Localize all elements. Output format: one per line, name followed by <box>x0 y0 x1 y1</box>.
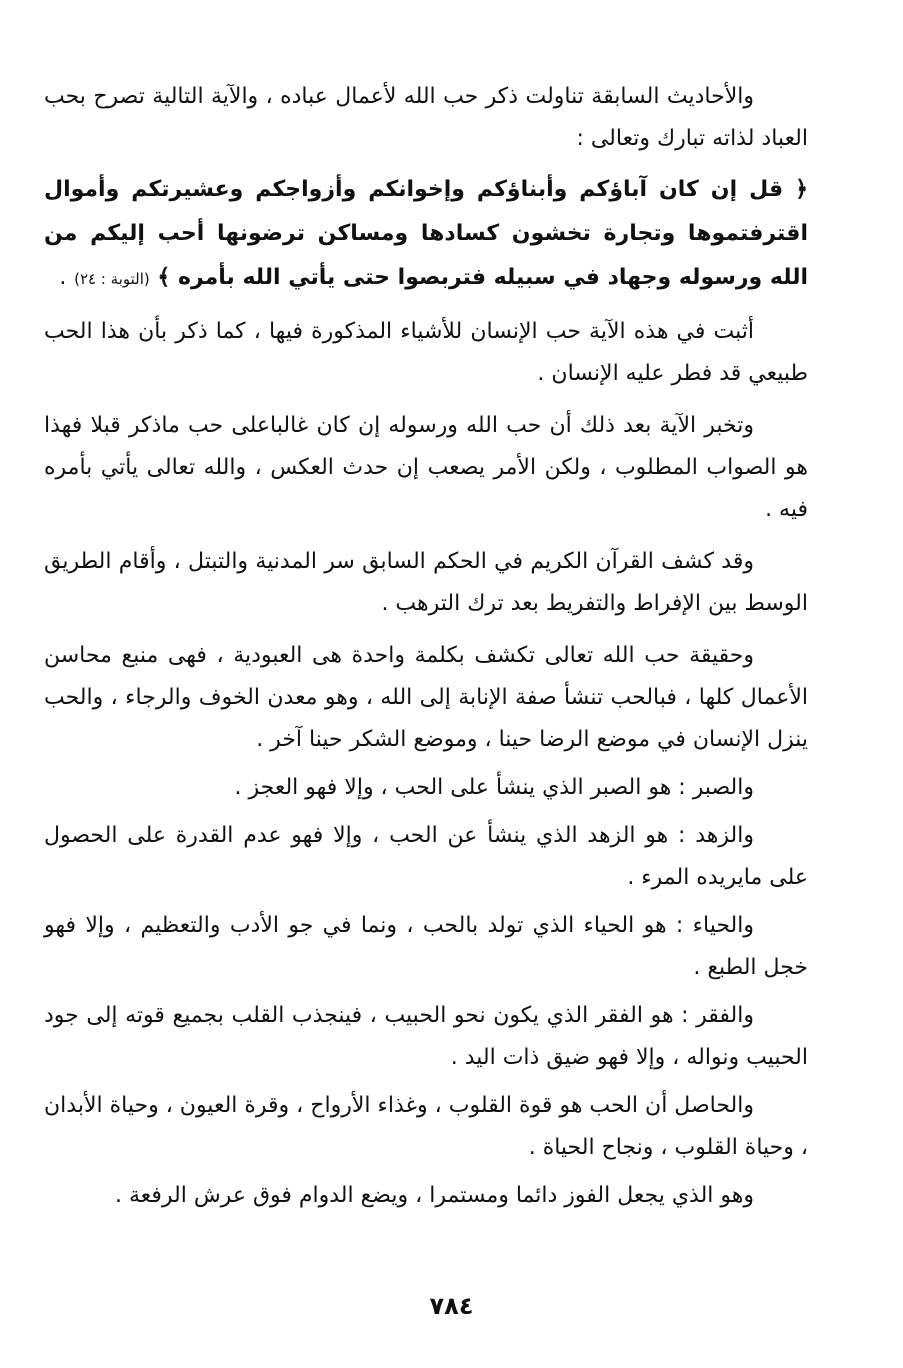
paragraph-4: وقد كشف القرآن الكريم في الحكم السابق سر المدنية والتبتل ، وأقام الطريق الوسط بين الإفراط والتفريط بعد ترك الترهب . <box>44 549 808 616</box>
quran-verse <box>44 168 808 301</box>
paragraph-1: والأحاديث السابقة تناولت ذكر حب الله لأعمال عباده ، والآية التالية تصرح بحب العباد لذاته تبارك وتعالى : <box>44 84 808 151</box>
paragraph-10: والحاصل أن الحب هو قوة القلوب ، وغذاء الأرواح ، وقرة العيون ، وحياة الأبدان ، وحياة القلوب ، ونجاح الحياة . <box>44 1093 808 1160</box>
verse-period: . <box>59 265 67 290</box>
page-number: ٧٨٤ <box>429 1292 474 1320</box>
verse-reference: (التوبة : ٢٤) <box>74 270 150 288</box>
paragraph-9: والفقر : هو الفقر الذي يكون نحو الحبيب ، فينجذب القلب بجميع قوته إلى جود الحبيب ونواله ، وإلا فهو ضيق ذات اليد . <box>44 1003 808 1070</box>
paragraph-3: وتخبر الآية بعد ذلك أن حب الله ورسوله إن كان غالباعلى حب ماذكر قبلا فهذا هو الصواب المطلوب ، ولكن الأمر يصعب إن حدث العكس ، والله تعالى يأتي بأمره فيه . <box>44 413 808 522</box>
verse-close-bracket: ﴾ <box>157 265 171 290</box>
verse-open-bracket: ﴿ <box>795 177 808 202</box>
paragraph-8: والحياء : هو الحياء الذي تولد بالحب ، ونما في جو الأدب والتعظيم ، وإلا فهو خجل الطبع . <box>44 913 808 980</box>
paragraph-5: وحقيقة حب الله تعالى تكشف بكلمة واحدة هى العبودية ، فهى منبع محاسن الأعمال كلها ، فبالحب تنشأ صفة الإنابة إلى الله ، وهو معدن الخوف والرجاء ، والحب ينزل الإنسان في موضع الرضا حينا ، وموضع الشكر حينا آخر . <box>44 643 808 752</box>
paragraph-2: أثبت في هذه الآية حب الإنسان للأشياء المذكورة فيها ، كما ذكر بأن هذا الحب طبيعي قد فطر عليه الإنسان . <box>44 319 808 386</box>
paragraph-6: والصبر : هو الصبر الذي ينشأ على الحب ، وإلا فهو العجز . <box>234 775 754 800</box>
verse-text: قل إن كان آباؤكم وأبناؤكم وإخوانكم وأزواجكم وعشيرتكم وأموال اقترفتموها وتجارة تخشون كسادها ومساكن ترضونها أحب إليكم من الله ورسوله وجهاد في سبيله فتربصوا حتى يأتي الله بأمره <box>44 177 808 290</box>
page-body <box>44 76 808 1217</box>
paragraph-11: وهو الذي يجعل الفوز دائما ومستمرا ، ويضع الدوام فوق عرش الرفعة . <box>114 1183 754 1208</box>
paragraph-7: والزهد : هو الزهد الذي ينشأ عن الحب ، وإلا فهو عدم القدرة على الحصول على مايريده المرء . <box>44 823 808 890</box>
